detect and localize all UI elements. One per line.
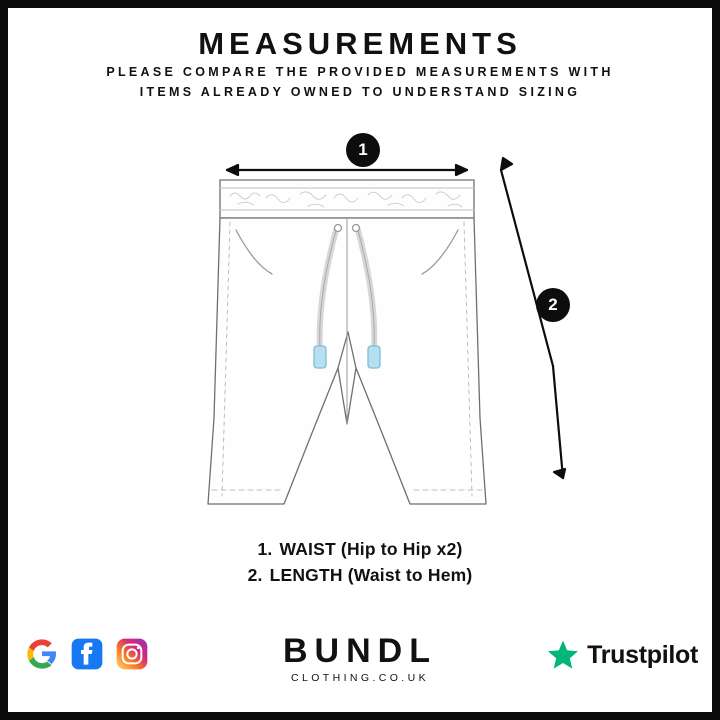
trustpilot-star-icon: [546, 638, 580, 672]
brand-website: CLOTHING.CO.UK: [290, 672, 430, 684]
trustpilot-label: Trustpilot: [587, 640, 698, 669]
subtitle-line-2: ITEMS ALREADY OWNED TO UNDERSTAND SIZING: [139, 85, 581, 99]
legend-label-2: LENGTH (Waist to Hem): [269, 565, 473, 585]
legend-item-2: [8, 562, 712, 588]
shorts-illustration: [8, 118, 712, 518]
page-subtitle: [8, 62, 712, 102]
measurement-legend: [8, 536, 712, 588]
brand-name: BUNDL: [283, 632, 437, 670]
measurement-badge-2: 2: [536, 288, 570, 322]
subtitle-line-1: PLEASE COMPARE THE PROVIDED MEASUREMENTS WITH: [106, 65, 614, 79]
poster-card: [8, 8, 712, 712]
legend-label-1: WAIST (Hip to Hip x2): [279, 539, 463, 559]
legend-number-1: 1.: [257, 539, 273, 559]
trustpilot-logo[interactable]: [546, 638, 698, 672]
legend-item-1: [8, 536, 712, 562]
legend-number-2: 2.: [247, 565, 263, 585]
shorts-diagram: [8, 118, 712, 518]
measurement-badge-1: 1: [346, 133, 380, 167]
page-title: MEASUREMENTS: [198, 26, 522, 61]
footer: [8, 624, 712, 694]
